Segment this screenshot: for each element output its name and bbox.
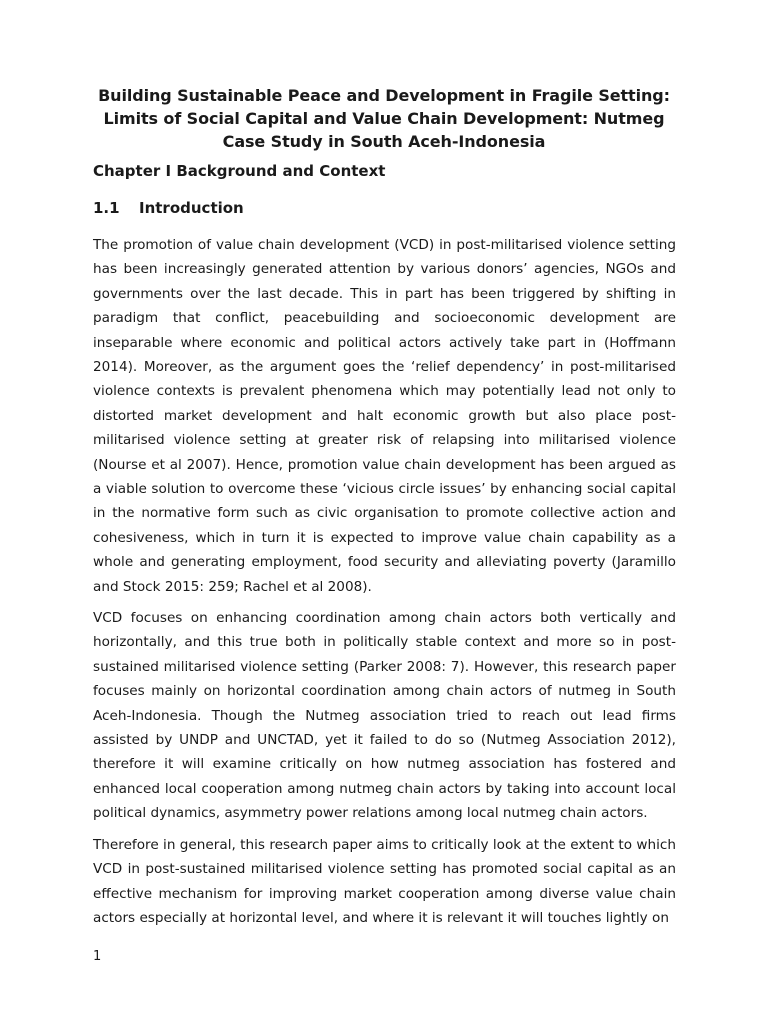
body-paragraph: VCD focuses on enhancing coordination among chain actors both vertically and horizontally, and this true both in politically stable context and more so in post-sustained militarised violence setting (Parker 2008: 7). However, this research paper focuses mainly on horizontal coordination among chain actors of nutmeg in South Aceh-Indonesia. Though the Nutmeg association tried to reach out lead firms assisted by UNDP and UNCTAD, yet it failed to do so (Nutmeg Association 2012), therefore it will examine critically on how nutmeg association has fostered and enhanced local cooperation among nutmeg chain actors by taking into account local political dynamics, asymmetry power relations among local nutmeg chain actors. bbox=[93, 610, 676, 822]
section-number: 1.1 bbox=[93, 199, 120, 217]
section-heading bbox=[93, 197, 244, 219]
body-paragraph: The promotion of value chain development (VCD) in post-militarised violence setting has been increasingly generated attention by various donors’ agencies, NGOs and governments over the last decade. This in part has been triggered by shifting in paradigm that conflict, peacebuilding and socioeconomic development are inseparable where economic and political actors actively take part in (Hoffmann 2014). Moreover, as the argument goes the ‘relief dependency’ in post-militarised violence contexts is prevalent phenomena which may potentially lead not only to distorted market development and halt economic growth but also place post-militarised violence setting at greater risk of relapsing into militarised violence (Nourse et al 2007). Hence, promotion value chain development has been argued as a viable solution to overcome these ‘vicious circle issues’ by enhancing social capital in the normative form such as civic organisation to promote collective action and cohesiveness, which in turn it is expected to improve value chain capability as a whole and generating employment, food security and alleviating poverty (Jaramillo and Stock 2015: 259; Rachel et al 2008). bbox=[93, 237, 676, 595]
section-title: Introduction bbox=[139, 199, 244, 217]
body-paragraph: Therefore in general, this research paper aims to critically look at the extent to which VCD in post-sustained militarised violence setting has promoted social capital as an effective mechanism for improving market cooperation among diverse value chain actors especially at horizontal level, and where it is relevant it will touches lightly on bbox=[93, 837, 676, 927]
chapter-heading: Chapter I Background and Context bbox=[93, 162, 386, 180]
page-number: 1 bbox=[93, 949, 102, 964]
document-title: Building Sustainable Peace and Development in Fragile Setting: Limits of Social Capital and Value Chain Development: Nutmeg Case Study in South Aceh-Indonesia bbox=[98, 86, 670, 151]
